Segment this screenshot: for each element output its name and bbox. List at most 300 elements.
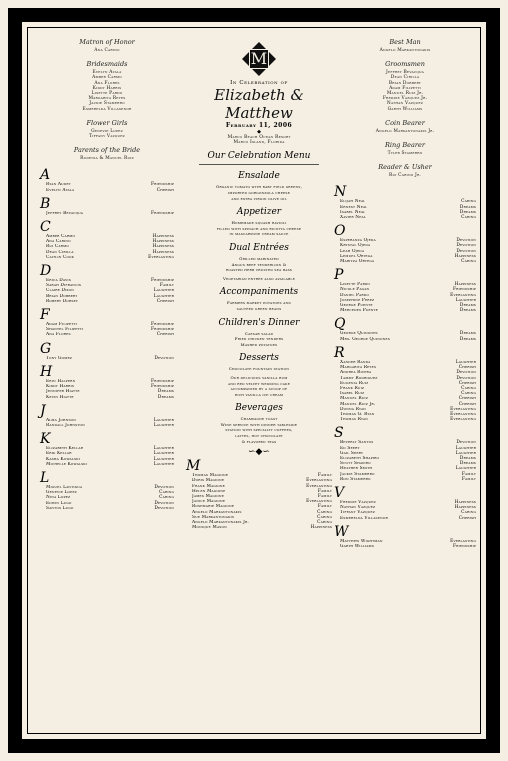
table-name: Cherish — [156, 187, 174, 193]
guest-name: George Puente — [340, 303, 373, 309]
group-letter: B — [40, 195, 51, 212]
guest-name: Ana Carino — [46, 239, 71, 245]
group-letter: R — [334, 344, 345, 361]
menu-courses — [180, 171, 338, 444]
couple-names: Elizabeth & Matthew — [214, 86, 304, 122]
guest-row — [328, 337, 482, 342]
letter-group — [328, 426, 482, 482]
table-name: Happiness — [152, 244, 174, 250]
guest-name: Frank Ruiz — [340, 385, 365, 391]
table-name: Laughter — [153, 293, 174, 299]
inner-cream-border — [22, 22, 486, 739]
table-name: Happiness — [310, 525, 332, 531]
course-description: Our delicious vanilla rum — [230, 374, 288, 380]
table-name: Everlasting — [450, 411, 476, 417]
group-letter: L — [40, 469, 50, 486]
guest-name: Mrs. George Quinones — [340, 336, 390, 342]
table-name: Cherish — [156, 298, 174, 304]
course-description: lattes, hot chocolate — [235, 433, 283, 439]
course-description: station with specialty coffees, — [225, 427, 293, 433]
table-name: Dreams — [459, 455, 476, 461]
guest-name: Andrea Rivera — [340, 370, 372, 376]
guest-row — [328, 308, 482, 313]
group-letter: N — [334, 184, 347, 201]
party-block — [34, 60, 180, 112]
guest-name: Amber Carmo — [46, 234, 76, 240]
letter-group — [328, 346, 482, 422]
guest-name: Xander Randa — [340, 359, 371, 365]
guest-name: Heather Smith — [340, 466, 373, 472]
guest-name: Sue Markantonakis — [192, 514, 235, 520]
guest-row — [34, 506, 180, 511]
group-letter: C — [40, 219, 51, 236]
table-name: Devotion — [456, 238, 476, 244]
table-name: Caring — [317, 514, 332, 520]
table-name: Friendship — [150, 378, 174, 384]
guest-name: Manuel Ruiz — [340, 396, 368, 402]
guest-name: Monique Mason — [192, 525, 227, 531]
party-member: Garth Williams — [387, 106, 423, 112]
guest-name: Nathan Vazquez — [340, 505, 376, 511]
table-name: Caring — [461, 199, 476, 205]
course-description: and red velvet wedding cake — [228, 380, 290, 386]
guest-name: Janice Magione — [192, 499, 226, 505]
table-name: Laughter — [153, 461, 174, 467]
course-description: accompanied by a scoop of — [230, 386, 288, 392]
table-name: Happiness — [454, 499, 476, 505]
party-member: Tyler Stamerro — [387, 151, 423, 157]
guest-name: Xavier Neal — [340, 215, 367, 221]
table-name: Devotion — [456, 440, 476, 446]
letter-group — [328, 317, 482, 341]
guest-name: Robert Dorsey — [46, 298, 79, 304]
party-title: Ring Bearer — [385, 141, 425, 150]
party-member: Angelo Markantonakis — [379, 48, 431, 53]
guest-name: Thomas G. Ryan — [340, 411, 375, 417]
guest-name: Elizabeth Kellar — [46, 446, 84, 452]
course-description: and extra virgin olive oil — [231, 195, 287, 201]
content-panel — [27, 27, 481, 734]
guest-row — [328, 259, 482, 264]
event-date: February 11, 2006 — [225, 122, 293, 129]
party-title: Coin Bearer — [385, 118, 425, 127]
table-name: Laughter — [153, 417, 174, 423]
table-name: Devotion — [154, 505, 174, 511]
city: Marco Island, Florida — [233, 140, 285, 146]
guest-name: Kasha Kowalski — [46, 456, 80, 462]
table-name: Everlasting — [306, 483, 332, 489]
party-member: Rudenia & Manuel Ruiz — [80, 156, 134, 162]
table-name: Laughter — [455, 445, 476, 451]
guest-name: Claire Dixon — [46, 288, 75, 294]
table-name: Dreams — [459, 461, 476, 467]
guest-row — [34, 299, 180, 304]
table-name: Happiness — [152, 239, 174, 245]
guest-row — [328, 477, 482, 482]
course-name: Desserts — [239, 353, 279, 364]
party-block — [328, 119, 482, 134]
guest-name: Randall Johnston — [46, 422, 85, 428]
table-name: Cherish — [458, 515, 476, 521]
party-title: Best Man — [389, 38, 421, 46]
guest-name: Eugenia Ruiz — [340, 380, 369, 386]
course-description: Vegetarian entrée also available — [223, 275, 295, 281]
table-name: Devotion — [154, 355, 174, 361]
party-title: Bridesmaids — [86, 60, 128, 69]
table-name: Laughter — [153, 446, 174, 452]
letter-group — [34, 365, 180, 400]
table-name: Caring — [461, 259, 476, 265]
table-name: Friendship — [150, 210, 174, 216]
letter-group — [328, 486, 482, 521]
party-block — [328, 141, 482, 156]
guest-name: Krystal Ojeda — [340, 243, 371, 249]
party-member: Ana Flores — [94, 80, 120, 86]
table-name: Everlasting — [306, 499, 332, 505]
guest-name: Ryan Audet — [46, 182, 71, 188]
guest-name: Daniel Pardo — [340, 292, 369, 298]
guest-name: Rosemarie Magione — [192, 504, 235, 510]
venue: Marco Beach Ocean Resort — [227, 135, 291, 140]
letter-group — [328, 185, 482, 220]
course-description: filled with spinach and ricotta cheese — [216, 225, 302, 231]
table-name: Dreams — [459, 204, 476, 210]
guest-name: Garth Williams — [340, 543, 374, 549]
guest-name: Santos Lugo — [46, 505, 74, 511]
guest-name: Tammy Rodriguez — [340, 375, 378, 381]
guest-name: Adam Filipetti — [46, 322, 78, 328]
diamond-ornament: ◆ — [257, 129, 261, 135]
table-name: Family — [317, 488, 332, 494]
table-name: Everlasting — [306, 478, 332, 484]
table-name: Happiness — [454, 282, 476, 288]
letter-group — [34, 264, 180, 304]
table-name: Caring — [461, 391, 476, 397]
monogram-logo — [242, 42, 276, 76]
party-title: Groomsmen — [385, 60, 425, 69]
guest-name: Jackie Stamerro — [340, 471, 375, 477]
course-description: roasted herb crusted sea bass — [225, 267, 293, 273]
party-member: Evelyn Ayala — [92, 70, 122, 76]
course-description: in mascarpone cream sauce — [229, 231, 289, 237]
course-description: & flavored teas — [241, 438, 277, 444]
table-name: Dreams — [459, 308, 476, 314]
guest-name: Isabel Ruiz — [340, 391, 365, 397]
party-block — [328, 163, 482, 178]
groom-party — [328, 32, 482, 178]
table-name: Laughter — [153, 422, 174, 428]
table-name: Laughter — [153, 451, 174, 457]
letter-group — [34, 168, 180, 192]
table-name: Everlasting — [450, 538, 476, 544]
table-name: Caring — [461, 215, 476, 221]
seating-chart — [32, 32, 476, 729]
outer-black-frame — [8, 8, 500, 753]
letter-group — [34, 197, 180, 216]
table-name: Laughter — [455, 297, 476, 303]
guest-name: Elijah Neal — [340, 199, 366, 205]
course-description: Homemade squash ravioli — [231, 220, 287, 226]
table-name: Happiness — [454, 253, 476, 259]
group-letter: G — [40, 340, 52, 357]
guest-name: Michelle Kowalski — [46, 461, 88, 467]
guest-name: Caitlin Cook — [46, 254, 75, 260]
guest-row — [34, 211, 180, 216]
table-name: Devotion — [154, 500, 174, 506]
party-member: Jackie Stamerro — [89, 101, 125, 107]
course-description: Caesar salad — [244, 330, 274, 336]
table-name: Friendship — [150, 182, 174, 188]
table-name: Laughter — [455, 450, 476, 456]
guest-row — [34, 423, 180, 428]
table-name: Friendship — [452, 543, 476, 549]
center-column — [180, 32, 338, 534]
guest-row — [34, 255, 180, 260]
table-name: Friendship — [150, 322, 174, 328]
guest-name: Gail Seery — [340, 450, 364, 456]
table-name: Laughter — [153, 288, 174, 294]
guest-name: Margarita Reyes — [340, 365, 377, 371]
course-name: Appetizer — [236, 207, 282, 218]
table-name: Cherish — [156, 332, 174, 338]
guest-name: Manuel Ruiz Jr. — [340, 401, 376, 407]
guest-name: Thomas Magione — [192, 473, 229, 479]
party-block — [34, 119, 180, 139]
guest-name: Nicole Pagan — [340, 287, 370, 293]
letter-group — [34, 432, 180, 467]
guest-name: Elizabeth Shapiro — [340, 455, 380, 461]
guest-name: Jennifer Hiatte — [46, 389, 80, 395]
table-name: Family — [317, 504, 332, 510]
course-description: Wine service with dinner tableside — [220, 421, 298, 427]
guest-row — [328, 215, 482, 220]
course-description: rich vanilla ice cream — [234, 391, 284, 397]
guest-name: Ana Flores — [46, 332, 71, 338]
course-description: Fried chicken tenders — [234, 336, 284, 342]
guest-name: Helen Magione — [192, 488, 226, 494]
guest-list-center — [180, 459, 338, 530]
guest-name: Leah Ojeda — [340, 248, 365, 254]
course-description: Organic tomato with baby field greens, — [215, 184, 303, 190]
table-name: Family — [461, 471, 476, 477]
guest-name: Erik Kellar — [46, 451, 72, 457]
table-name: Family — [159, 283, 174, 289]
flourish-ornament: ∽◆∽ — [247, 447, 270, 458]
group-letter: O — [334, 223, 346, 240]
table-name: Dreams — [459, 209, 476, 215]
letter-group — [328, 224, 482, 264]
party-member: Manuel Ruiz Jr. — [386, 91, 424, 97]
course-description: imported gorgonzola cheese — [227, 190, 291, 195]
guest-row — [34, 462, 180, 467]
party-member: Margarita Reyes — [88, 96, 126, 102]
group-letter: W — [334, 523, 349, 540]
party-member: Tiffany Vazquez — [89, 134, 125, 140]
table-name: Family — [317, 473, 332, 479]
table-name: Devotion — [456, 248, 476, 254]
guest-name: Lemuel Ortega — [340, 253, 373, 259]
guest-name: Ernest Neal — [340, 204, 368, 210]
party-member: Angelo Markantonakis Jr. — [375, 128, 435, 134]
guest-name: Dean Cirilla — [46, 249, 74, 255]
group-letter: F — [40, 307, 50, 324]
course-name: Beverages — [235, 403, 283, 414]
letter-group — [34, 342, 180, 361]
bridal-party — [34, 32, 180, 161]
table-name: Devotion — [456, 243, 476, 249]
table-name: Family — [461, 476, 476, 482]
guest-name: Kiddy Harris — [46, 384, 75, 390]
course-name: Ensalade — [238, 171, 280, 182]
guest-name: Beverly Santos — [340, 440, 374, 446]
monogram-letter: M — [250, 49, 268, 68]
guest-row — [328, 417, 482, 422]
table-name: Happiness — [152, 249, 174, 255]
guest-name: Frank Magione — [192, 483, 226, 489]
guest-row — [328, 544, 482, 549]
guest-name: Alma Johnson — [46, 417, 77, 423]
guest-name: Scott Shapiro — [340, 461, 371, 467]
group-letter: P — [334, 267, 344, 284]
table-name: Everlasting — [450, 406, 476, 412]
guest-name: Esmerelda Villasenor — [340, 515, 388, 521]
guest-row — [34, 356, 180, 361]
party-member: Brian Dobbert — [388, 80, 422, 86]
course-description: sautéed green beans — [236, 305, 282, 311]
table-name: Everlasting — [148, 254, 174, 260]
guest-list-left — [34, 168, 180, 511]
table-name: Dreams — [157, 394, 174, 400]
table-name: Dreams — [459, 331, 476, 337]
party-member: Adam Filipetti — [389, 85, 421, 91]
group-letter: M — [186, 458, 201, 475]
party-member: Nathan Vazquez — [386, 101, 424, 107]
party-member: Esmerelda Villasenor — [82, 106, 132, 112]
guest-name: Sarah Difrancis — [46, 283, 82, 289]
table-name: Caring — [317, 509, 332, 515]
guest-name: Erin Halpern — [46, 378, 76, 384]
guest-row — [34, 395, 180, 400]
party-block — [34, 146, 180, 161]
guest-name: Doris Magione — [192, 478, 225, 484]
course-name: Dual Entrées — [229, 242, 289, 253]
letter-group — [328, 268, 482, 313]
table-name: Laughter — [455, 359, 476, 365]
table-name: Dreams — [459, 336, 476, 342]
guest-name: Miguel Lantigua — [46, 484, 83, 490]
party-member: Freddie Vazquez Jr. — [382, 96, 428, 102]
letter-group — [34, 471, 180, 511]
party-block — [328, 38, 482, 53]
table-name: Devotion — [154, 484, 174, 490]
guest-name: Evelyn Ayala — [46, 187, 75, 193]
table-name: Caring — [159, 495, 174, 501]
party-block — [34, 38, 180, 53]
group-letter: A — [40, 167, 51, 184]
course-description: Champagne toast — [240, 416, 278, 422]
guest-name: Matthew Wightman — [340, 538, 383, 544]
guest-name: Genevie Lopez — [46, 490, 77, 496]
guest-name: Esperanza Ojeda — [340, 238, 376, 244]
group-letter: J — [40, 402, 46, 419]
guest-row — [180, 525, 338, 530]
party-member: Lisette Pardo — [91, 91, 123, 97]
guest-name: Erica Davis — [46, 278, 71, 284]
table-name: Everlasting — [450, 292, 476, 298]
table-name: Friendship — [150, 384, 174, 390]
menu-title: Our Celebration Menu — [207, 151, 311, 162]
course-description: Mashed potatoes — [240, 341, 278, 347]
party-block — [328, 60, 482, 112]
party-title: Reader & Usher — [378, 163, 432, 172]
table-name: Friendship — [150, 278, 174, 284]
table-name: Friendship — [150, 327, 174, 333]
guest-name: Maritza Ortega — [340, 259, 375, 265]
guest-list-right — [328, 185, 482, 549]
left-column — [34, 32, 180, 515]
party-member: Kiddy Harris — [92, 85, 122, 91]
course-description: Farmers market potatoes and — [227, 300, 291, 306]
course-description: Chocolate fountain station — [228, 366, 290, 372]
table-name: Happiness — [454, 505, 476, 511]
guest-name: Kevin Hiatte — [46, 394, 74, 400]
guest-name: Edwin Lugo — [46, 500, 72, 506]
guest-name: Shantel Filipetti — [46, 327, 84, 333]
guest-row — [328, 516, 482, 521]
guest-name: Freddie Vazquez — [340, 499, 376, 505]
guest-name: Donna Ryan — [340, 406, 366, 412]
table-name: Dreams — [459, 303, 476, 309]
guest-name: Isabel Neal — [340, 209, 366, 215]
table-name: Cherish — [458, 380, 476, 386]
guest-name: Tiffany Vazquez — [340, 510, 375, 516]
party-title: Parents of the Bride — [73, 146, 141, 155]
course-name: Children's Dinner — [218, 317, 300, 328]
course-description: Angus beef tenderloin & — [231, 261, 287, 267]
party-member: Ana Carino — [94, 48, 120, 53]
guest-name: Ed Seery — [340, 445, 360, 451]
guest-name: Lisette Pardo — [340, 282, 371, 288]
table-name: Laughter — [455, 466, 476, 472]
letter-group — [34, 220, 180, 260]
party-member: Genevie Lopez — [91, 128, 123, 134]
table-name: Everlasting — [450, 417, 476, 423]
group-letter: Q — [334, 316, 346, 333]
guest-name: Thomas Ryan — [340, 417, 369, 423]
table-name: Cherish — [458, 401, 476, 407]
course-description: Grilled marinated — [239, 255, 279, 261]
party-member: Rui Carino Jr. — [388, 173, 422, 179]
guest-name: Rui Carmo — [46, 244, 69, 250]
guest-name: Tony Gomez — [46, 355, 73, 361]
guest-name: Angelo Markantonakis — [192, 509, 242, 515]
table-name: Caring — [159, 490, 174, 496]
guest-name: Nina Lopez — [46, 495, 71, 501]
table-name: Devotion — [456, 370, 476, 376]
group-letter: D — [40, 263, 52, 280]
table-name: Family — [317, 494, 332, 500]
table-name: Caring — [317, 520, 332, 526]
group-letter: V — [334, 484, 345, 501]
table-name: Cherish — [458, 365, 476, 371]
group-letter: H — [40, 363, 53, 380]
party-member: Dean Cirilla — [390, 75, 420, 81]
party-title: Flower Girls — [86, 118, 128, 127]
letter-group — [34, 404, 180, 428]
table-name: Cherish — [458, 396, 476, 402]
guest-name: George Quinones — [340, 331, 378, 337]
letter-group — [328, 525, 482, 549]
